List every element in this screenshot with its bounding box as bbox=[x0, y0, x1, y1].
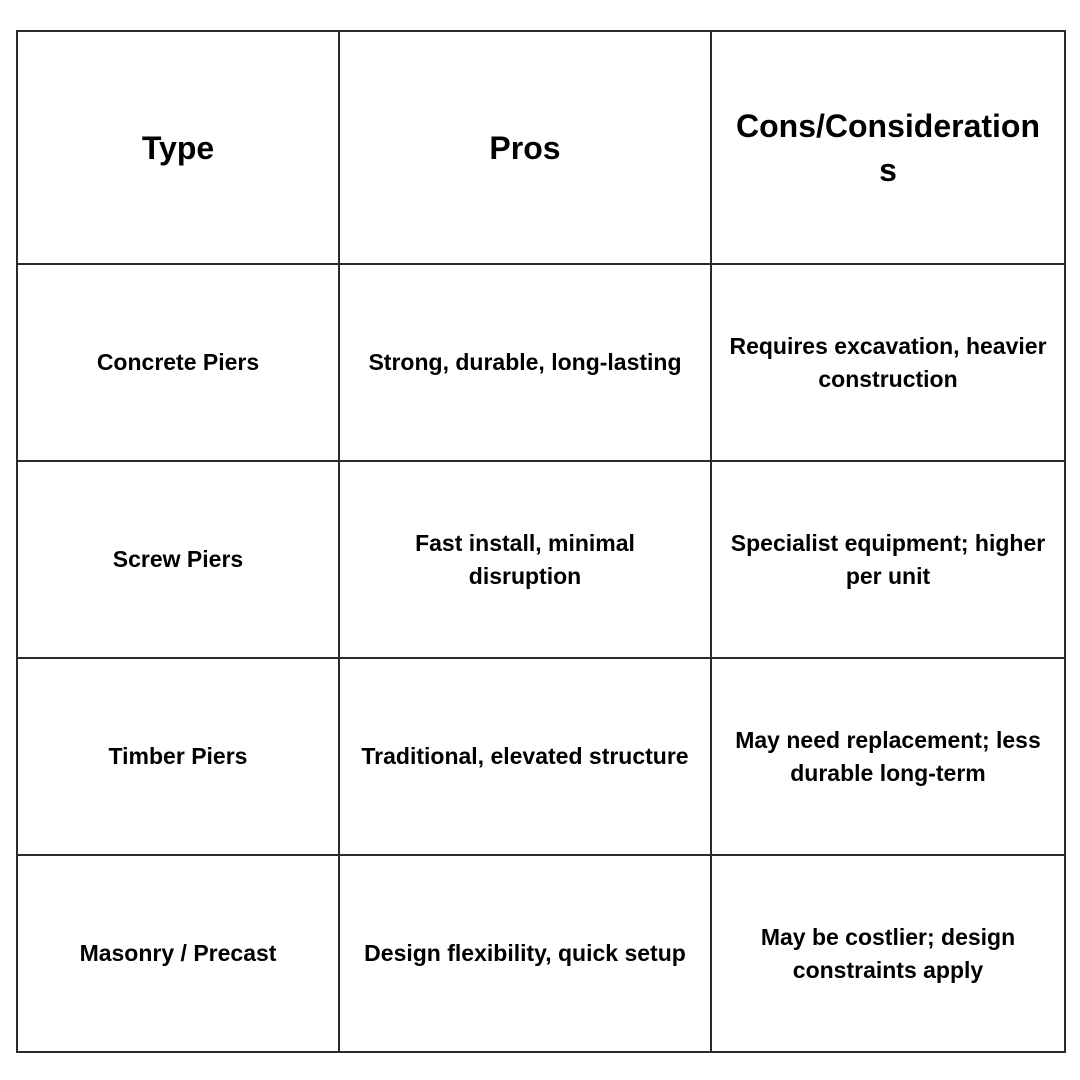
type-text: Concrete Piers bbox=[96, 349, 260, 375]
cons-cell bbox=[711, 461, 1065, 658]
pros-text: Fast install, minimal disruption bbox=[415, 529, 635, 589]
type-text: Masonry / Precast bbox=[79, 940, 277, 966]
type-cell bbox=[17, 855, 339, 1052]
cons-cell bbox=[711, 658, 1065, 855]
pros-text: Traditional, elevated structure bbox=[361, 743, 689, 769]
type-cell bbox=[17, 658, 339, 855]
cons-text: May be costlier; design constraints apply bbox=[760, 923, 1016, 983]
pros-cell bbox=[339, 264, 711, 461]
table-row bbox=[17, 461, 1065, 658]
type-text: Screw Piers bbox=[112, 546, 244, 572]
type-cell bbox=[17, 461, 339, 658]
cons-cell bbox=[711, 855, 1065, 1052]
pros-text: Strong, durable, long-lasting bbox=[368, 349, 682, 375]
cons-cell bbox=[711, 264, 1065, 461]
type-text: Timber Piers bbox=[108, 743, 248, 769]
pros-cell bbox=[339, 461, 711, 658]
pros-cell bbox=[339, 855, 711, 1052]
table-header-row bbox=[17, 31, 1065, 264]
type-cell bbox=[17, 264, 339, 461]
pros-text: Design flexibility, quick setup bbox=[364, 940, 686, 966]
cons-text: Specialist equipment; higher per unit bbox=[730, 529, 1046, 589]
header-pros: Pros bbox=[339, 31, 711, 264]
cons-text: Requires excavation, heavier construction bbox=[729, 332, 1047, 392]
pros-cell bbox=[339, 658, 711, 855]
table-row bbox=[17, 855, 1065, 1052]
table-row bbox=[17, 264, 1065, 461]
cons-text: May need replacement; less durable long-term bbox=[735, 726, 1041, 786]
header-cons: Cons/Considerations bbox=[711, 31, 1065, 264]
table-row bbox=[17, 658, 1065, 855]
header-type: Type bbox=[17, 31, 339, 264]
comparison-table bbox=[16, 30, 1066, 1053]
